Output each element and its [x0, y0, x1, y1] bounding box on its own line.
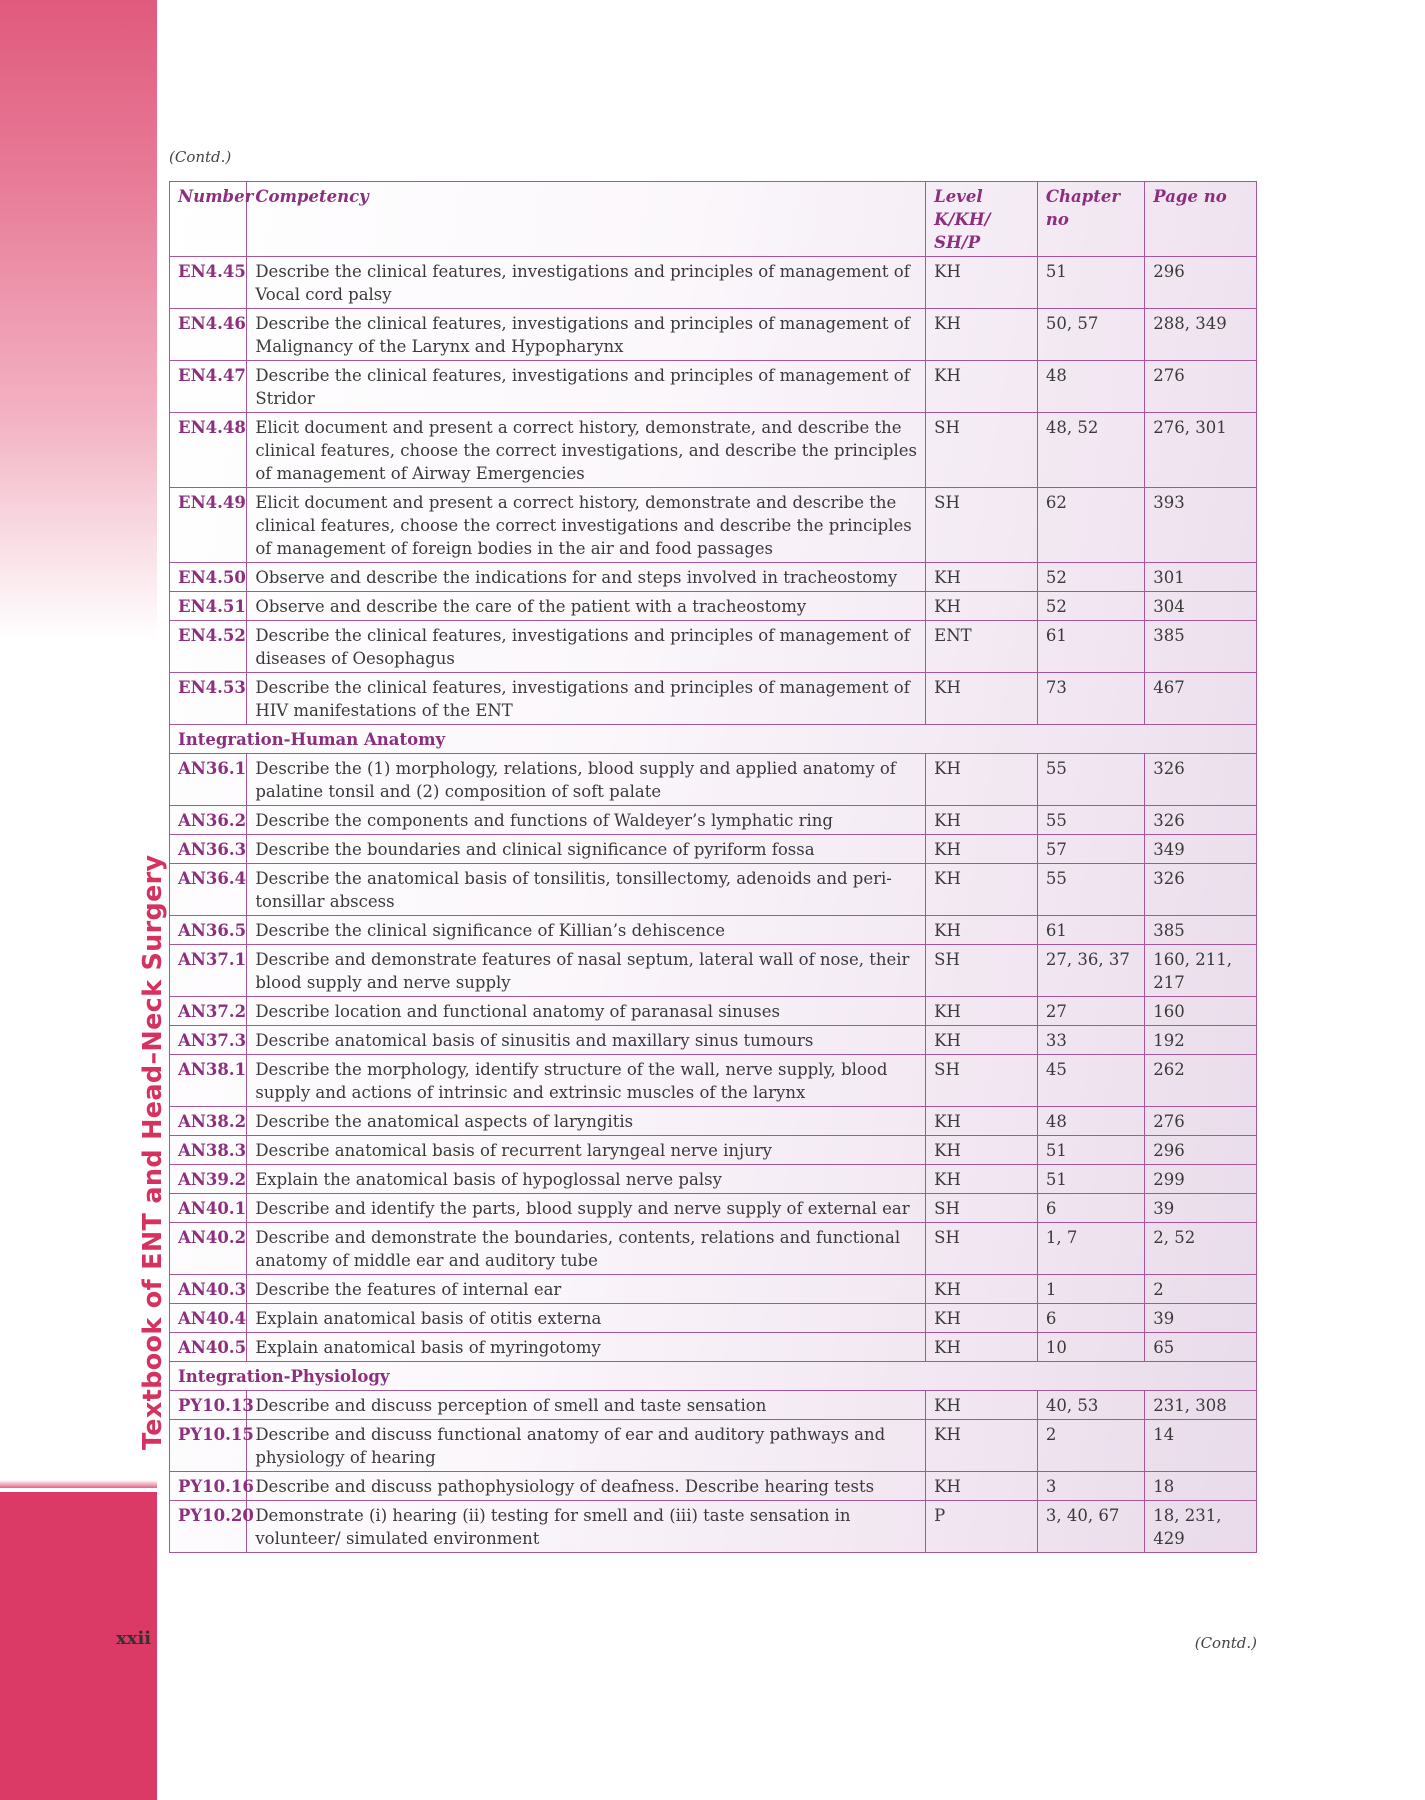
- cell-competency: Explain the anatomical basis of hypoglossal nerve palsy: [247, 1165, 926, 1194]
- cell-page: 39: [1145, 1194, 1257, 1223]
- cell-chapter: 45: [1037, 1055, 1144, 1107]
- cell-page: 18: [1145, 1472, 1257, 1501]
- cell-number: AN40.1: [170, 1194, 247, 1223]
- table-row: [170, 997, 1257, 1026]
- cell-level: SH: [926, 488, 1038, 563]
- table-row: [170, 1472, 1257, 1501]
- table-row: [170, 1333, 1257, 1362]
- cell-level: KH: [926, 1026, 1038, 1055]
- section-row: [170, 1362, 1257, 1391]
- side-color-band: [0, 0, 157, 1800]
- cell-page: 160, 211, 217: [1145, 945, 1257, 997]
- cell-chapter: 40, 53: [1037, 1391, 1144, 1420]
- cell-level: KH: [926, 1107, 1038, 1136]
- contd-top-label: (Contd.): [169, 148, 232, 166]
- cell-number: AN38.2: [170, 1107, 247, 1136]
- cell-number: AN37.1: [170, 945, 247, 997]
- cell-level: KH: [926, 257, 1038, 309]
- cell-competency: Describe the clinical significance of Killian’s dehiscence: [247, 916, 926, 945]
- cell-page: 304: [1145, 592, 1257, 621]
- cell-page: 160: [1145, 997, 1257, 1026]
- cell-page: 349: [1145, 835, 1257, 864]
- table-row: [170, 945, 1257, 997]
- cell-page: 385: [1145, 916, 1257, 945]
- table-body: [170, 257, 1257, 1553]
- table-row: [170, 1165, 1257, 1194]
- table-row: [170, 1107, 1257, 1136]
- cell-level: KH: [926, 1275, 1038, 1304]
- cell-chapter: 57: [1037, 835, 1144, 864]
- table-row: [170, 1391, 1257, 1420]
- cell-level: KH: [926, 754, 1038, 806]
- cell-number: AN38.1: [170, 1055, 247, 1107]
- cell-number: AN40.5: [170, 1333, 247, 1362]
- table-row: [170, 361, 1257, 413]
- cell-level: KH: [926, 309, 1038, 361]
- cell-page: 467: [1145, 673, 1257, 725]
- cell-number: AN38.3: [170, 1136, 247, 1165]
- cell-chapter: 52: [1037, 592, 1144, 621]
- section-heading: Integration-Physiology: [170, 1362, 1257, 1391]
- cell-level: KH: [926, 1304, 1038, 1333]
- cell-competency: Describe the clinical features, investigations and principles of management of HIV manifestations of the ENT: [247, 673, 926, 725]
- cell-level: KH: [926, 361, 1038, 413]
- cell-chapter: 55: [1037, 864, 1144, 916]
- cell-competency: Describe the (1) morphology, relations, blood supply and applied anatomy of palatine tonsil and (2) composition of soft palate: [247, 754, 926, 806]
- cell-number: AN36.2: [170, 806, 247, 835]
- cell-competency: Elicit document and present a correct history, demonstrate, and describe the clinical features, choose the correct investigations, and describe the principles of management of Airway Emergencies: [247, 413, 926, 488]
- table-row: [170, 835, 1257, 864]
- section-heading: Integration-Human Anatomy: [170, 725, 1257, 754]
- table-row: [170, 1275, 1257, 1304]
- cell-chapter: 3, 40, 67: [1037, 1501, 1144, 1553]
- contd-bottom-label: (Contd.): [1194, 1634, 1257, 1652]
- cell-chapter: 73: [1037, 673, 1144, 725]
- cell-page: 326: [1145, 754, 1257, 806]
- cell-chapter: 55: [1037, 806, 1144, 835]
- cell-number: AN37.2: [170, 997, 247, 1026]
- table-header-row: [170, 182, 1257, 257]
- cell-level: KH: [926, 916, 1038, 945]
- cell-page: 299: [1145, 1165, 1257, 1194]
- cell-page: 276: [1145, 361, 1257, 413]
- cell-chapter: 51: [1037, 1136, 1144, 1165]
- cell-page: 276: [1145, 1107, 1257, 1136]
- cell-page: 2, 52: [1145, 1223, 1257, 1275]
- table-row: [170, 916, 1257, 945]
- cell-number: AN39.2: [170, 1165, 247, 1194]
- header-chapter: Chapter no: [1037, 182, 1144, 257]
- cell-page: 385: [1145, 621, 1257, 673]
- cell-page: 18, 231, 429: [1145, 1501, 1257, 1553]
- cell-level: KH: [926, 592, 1038, 621]
- cell-level: KH: [926, 1333, 1038, 1362]
- cell-competency: Describe and discuss pathophysiology of deafness. Describe hearing tests: [247, 1472, 926, 1501]
- cell-number: EN4.50: [170, 563, 247, 592]
- cell-competency: Describe and demonstrate the boundaries, contents, relations and functional anatomy of middle ear and auditory tube: [247, 1223, 926, 1275]
- cell-competency: Explain anatomical basis of otitis externa: [247, 1304, 926, 1333]
- cell-competency: Describe and identify the parts, blood supply and nerve supply of external ear: [247, 1194, 926, 1223]
- cell-chapter: 51: [1037, 257, 1144, 309]
- cell-competency: Observe and describe the care of the patient with a tracheostomy: [247, 592, 926, 621]
- cell-page: 296: [1145, 257, 1257, 309]
- cell-page: 231, 308: [1145, 1391, 1257, 1420]
- cell-chapter: 6: [1037, 1304, 1144, 1333]
- cell-competency: Describe the clinical features, investigations and principles of management of diseases of Oesophagus: [247, 621, 926, 673]
- cell-competency: Describe and discuss functional anatomy of ear and auditory pathways and physiology of hearing: [247, 1420, 926, 1472]
- cell-chapter: 3: [1037, 1472, 1144, 1501]
- cell-level: KH: [926, 1165, 1038, 1194]
- cell-number: AN36.4: [170, 864, 247, 916]
- cell-competency: Describe the anatomical aspects of laryngitis: [247, 1107, 926, 1136]
- cell-level: P: [926, 1501, 1038, 1553]
- cell-level: KH: [926, 1420, 1038, 1472]
- cell-competency: Demonstrate (i) hearing (ii) testing for smell and (iii) taste sensation in volunteer/ simulated environment: [247, 1501, 926, 1553]
- table-row: [170, 1304, 1257, 1333]
- cell-number: EN4.53: [170, 673, 247, 725]
- cell-page: 276, 301: [1145, 413, 1257, 488]
- cell-competency: Describe anatomical basis of recurrent laryngeal nerve injury: [247, 1136, 926, 1165]
- cell-number: EN4.48: [170, 413, 247, 488]
- table-row: [170, 257, 1257, 309]
- cell-chapter: 27, 36, 37: [1037, 945, 1144, 997]
- cell-number: EN4.45: [170, 257, 247, 309]
- cell-chapter: 50, 57: [1037, 309, 1144, 361]
- cell-competency: Describe the anatomical basis of tonsilitis, tonsillectomy, adenoids and peri-tonsillar abscess: [247, 864, 926, 916]
- cell-number: EN4.52: [170, 621, 247, 673]
- cell-competency: Describe the boundaries and clinical significance of pyriform fossa: [247, 835, 926, 864]
- cell-number: AN36.5: [170, 916, 247, 945]
- cell-level: KH: [926, 864, 1038, 916]
- table-row: [170, 864, 1257, 916]
- cell-chapter: 33: [1037, 1026, 1144, 1055]
- page-number: xxii: [116, 1628, 152, 1649]
- table-row: [170, 621, 1257, 673]
- cell-level: KH: [926, 835, 1038, 864]
- cell-level: KH: [926, 1391, 1038, 1420]
- cell-page: 301: [1145, 563, 1257, 592]
- cell-page: 393: [1145, 488, 1257, 563]
- table-row: [170, 1501, 1257, 1553]
- cell-number: PY10.15: [170, 1420, 247, 1472]
- cell-level: KH: [926, 563, 1038, 592]
- cell-number: AN40.4: [170, 1304, 247, 1333]
- cell-number: AN40.3: [170, 1275, 247, 1304]
- table-row: [170, 1136, 1257, 1165]
- cell-number: EN4.46: [170, 309, 247, 361]
- table-row: [170, 413, 1257, 488]
- cell-page: 326: [1145, 864, 1257, 916]
- cell-competency: Describe the components and functions of Waldeyer’s lymphatic ring: [247, 806, 926, 835]
- cell-level: KH: [926, 1472, 1038, 1501]
- table-row: [170, 806, 1257, 835]
- table-row: [170, 754, 1257, 806]
- cell-number: AN40.2: [170, 1223, 247, 1275]
- cell-number: EN4.47: [170, 361, 247, 413]
- cell-competency: Describe location and functional anatomy of paranasal sinuses: [247, 997, 926, 1026]
- cell-competency: Describe anatomical basis of sinusitis and maxillary sinus tumours: [247, 1026, 926, 1055]
- cell-chapter: 52: [1037, 563, 1144, 592]
- cell-level: KH: [926, 997, 1038, 1026]
- cell-page: 39: [1145, 1304, 1257, 1333]
- cell-chapter: 62: [1037, 488, 1144, 563]
- cell-page: 192: [1145, 1026, 1257, 1055]
- table-row: [170, 563, 1257, 592]
- section-row: [170, 725, 1257, 754]
- cell-competency: Describe the clinical features, investigations and principles of management of Stridor: [247, 361, 926, 413]
- table-row: [170, 1026, 1257, 1055]
- cell-competency: Describe and demonstrate features of nasal septum, lateral wall of nose, their blood supply and nerve supply: [247, 945, 926, 997]
- cell-level: KH: [926, 806, 1038, 835]
- cell-page: 14: [1145, 1420, 1257, 1472]
- cell-competency: Describe the clinical features, investigations and principles of management of Malignancy of the Larynx and Hypopharynx: [247, 309, 926, 361]
- table-row: [170, 1420, 1257, 1472]
- competency-table: [169, 181, 1257, 1553]
- cell-number: PY10.20: [170, 1501, 247, 1553]
- cell-number: AN36.3: [170, 835, 247, 864]
- header-page: Page no: [1145, 182, 1257, 257]
- cell-page: 262: [1145, 1055, 1257, 1107]
- cell-chapter: 51: [1037, 1165, 1144, 1194]
- cell-page: 65: [1145, 1333, 1257, 1362]
- cell-level: SH: [926, 1055, 1038, 1107]
- cell-chapter: 10: [1037, 1333, 1144, 1362]
- header-number: Number: [170, 182, 247, 257]
- cell-competency: Explain anatomical basis of myringotomy: [247, 1333, 926, 1362]
- cell-competency: Describe the features of internal ear: [247, 1275, 926, 1304]
- cell-level: KH: [926, 1136, 1038, 1165]
- cell-chapter: 1: [1037, 1275, 1144, 1304]
- header-competency: Competency: [247, 182, 926, 257]
- cell-chapter: 27: [1037, 997, 1144, 1026]
- header-level: Level K/KH/ SH/P: [926, 182, 1038, 257]
- cell-page: 288, 349: [1145, 309, 1257, 361]
- book-title: Textbook of ENT and Head–Neck Surgery: [138, 854, 168, 1450]
- cell-chapter: 6: [1037, 1194, 1144, 1223]
- cell-chapter: 55: [1037, 754, 1144, 806]
- cell-number: AN36.1: [170, 754, 247, 806]
- cell-chapter: 61: [1037, 621, 1144, 673]
- cell-number: PY10.16: [170, 1472, 247, 1501]
- table-row: [170, 488, 1257, 563]
- cell-level: ENT: [926, 621, 1038, 673]
- cell-chapter: 48: [1037, 1107, 1144, 1136]
- cell-number: PY10.13: [170, 1391, 247, 1420]
- cell-level: SH: [926, 1194, 1038, 1223]
- cell-competency: Elicit document and present a correct history, demonstrate and describe the clinical features, choose the correct investigations and describe the principles of management of foreign bodies in the air and food passages: [247, 488, 926, 563]
- table-row: [170, 1194, 1257, 1223]
- table-row: [170, 592, 1257, 621]
- cell-number: EN4.49: [170, 488, 247, 563]
- cell-level: SH: [926, 945, 1038, 997]
- cell-level: SH: [926, 1223, 1038, 1275]
- cell-chapter: 2: [1037, 1420, 1144, 1472]
- cell-number: AN37.3: [170, 1026, 247, 1055]
- cell-chapter: 48, 52: [1037, 413, 1144, 488]
- cell-competency: Describe the morphology, identify structure of the wall, nerve supply, blood supply and actions of intrinsic and extrinsic muscles of the larynx: [247, 1055, 926, 1107]
- cell-number: EN4.51: [170, 592, 247, 621]
- cell-competency: Describe and discuss perception of smell and taste sensation: [247, 1391, 926, 1420]
- cell-page: 296: [1145, 1136, 1257, 1165]
- cell-chapter: 61: [1037, 916, 1144, 945]
- cell-competency: Describe the clinical features, investigations and principles of management of Vocal cord palsy: [247, 257, 926, 309]
- cell-competency: Observe and describe the indications for and steps involved in tracheostomy: [247, 563, 926, 592]
- cell-page: 2: [1145, 1275, 1257, 1304]
- cell-chapter: 48: [1037, 361, 1144, 413]
- table-row: [170, 1055, 1257, 1107]
- table-row: [170, 1223, 1257, 1275]
- cell-page: 326: [1145, 806, 1257, 835]
- cell-level: SH: [926, 413, 1038, 488]
- table-row: [170, 309, 1257, 361]
- cell-chapter: 1, 7: [1037, 1223, 1144, 1275]
- cell-level: KH: [926, 673, 1038, 725]
- table-row: [170, 673, 1257, 725]
